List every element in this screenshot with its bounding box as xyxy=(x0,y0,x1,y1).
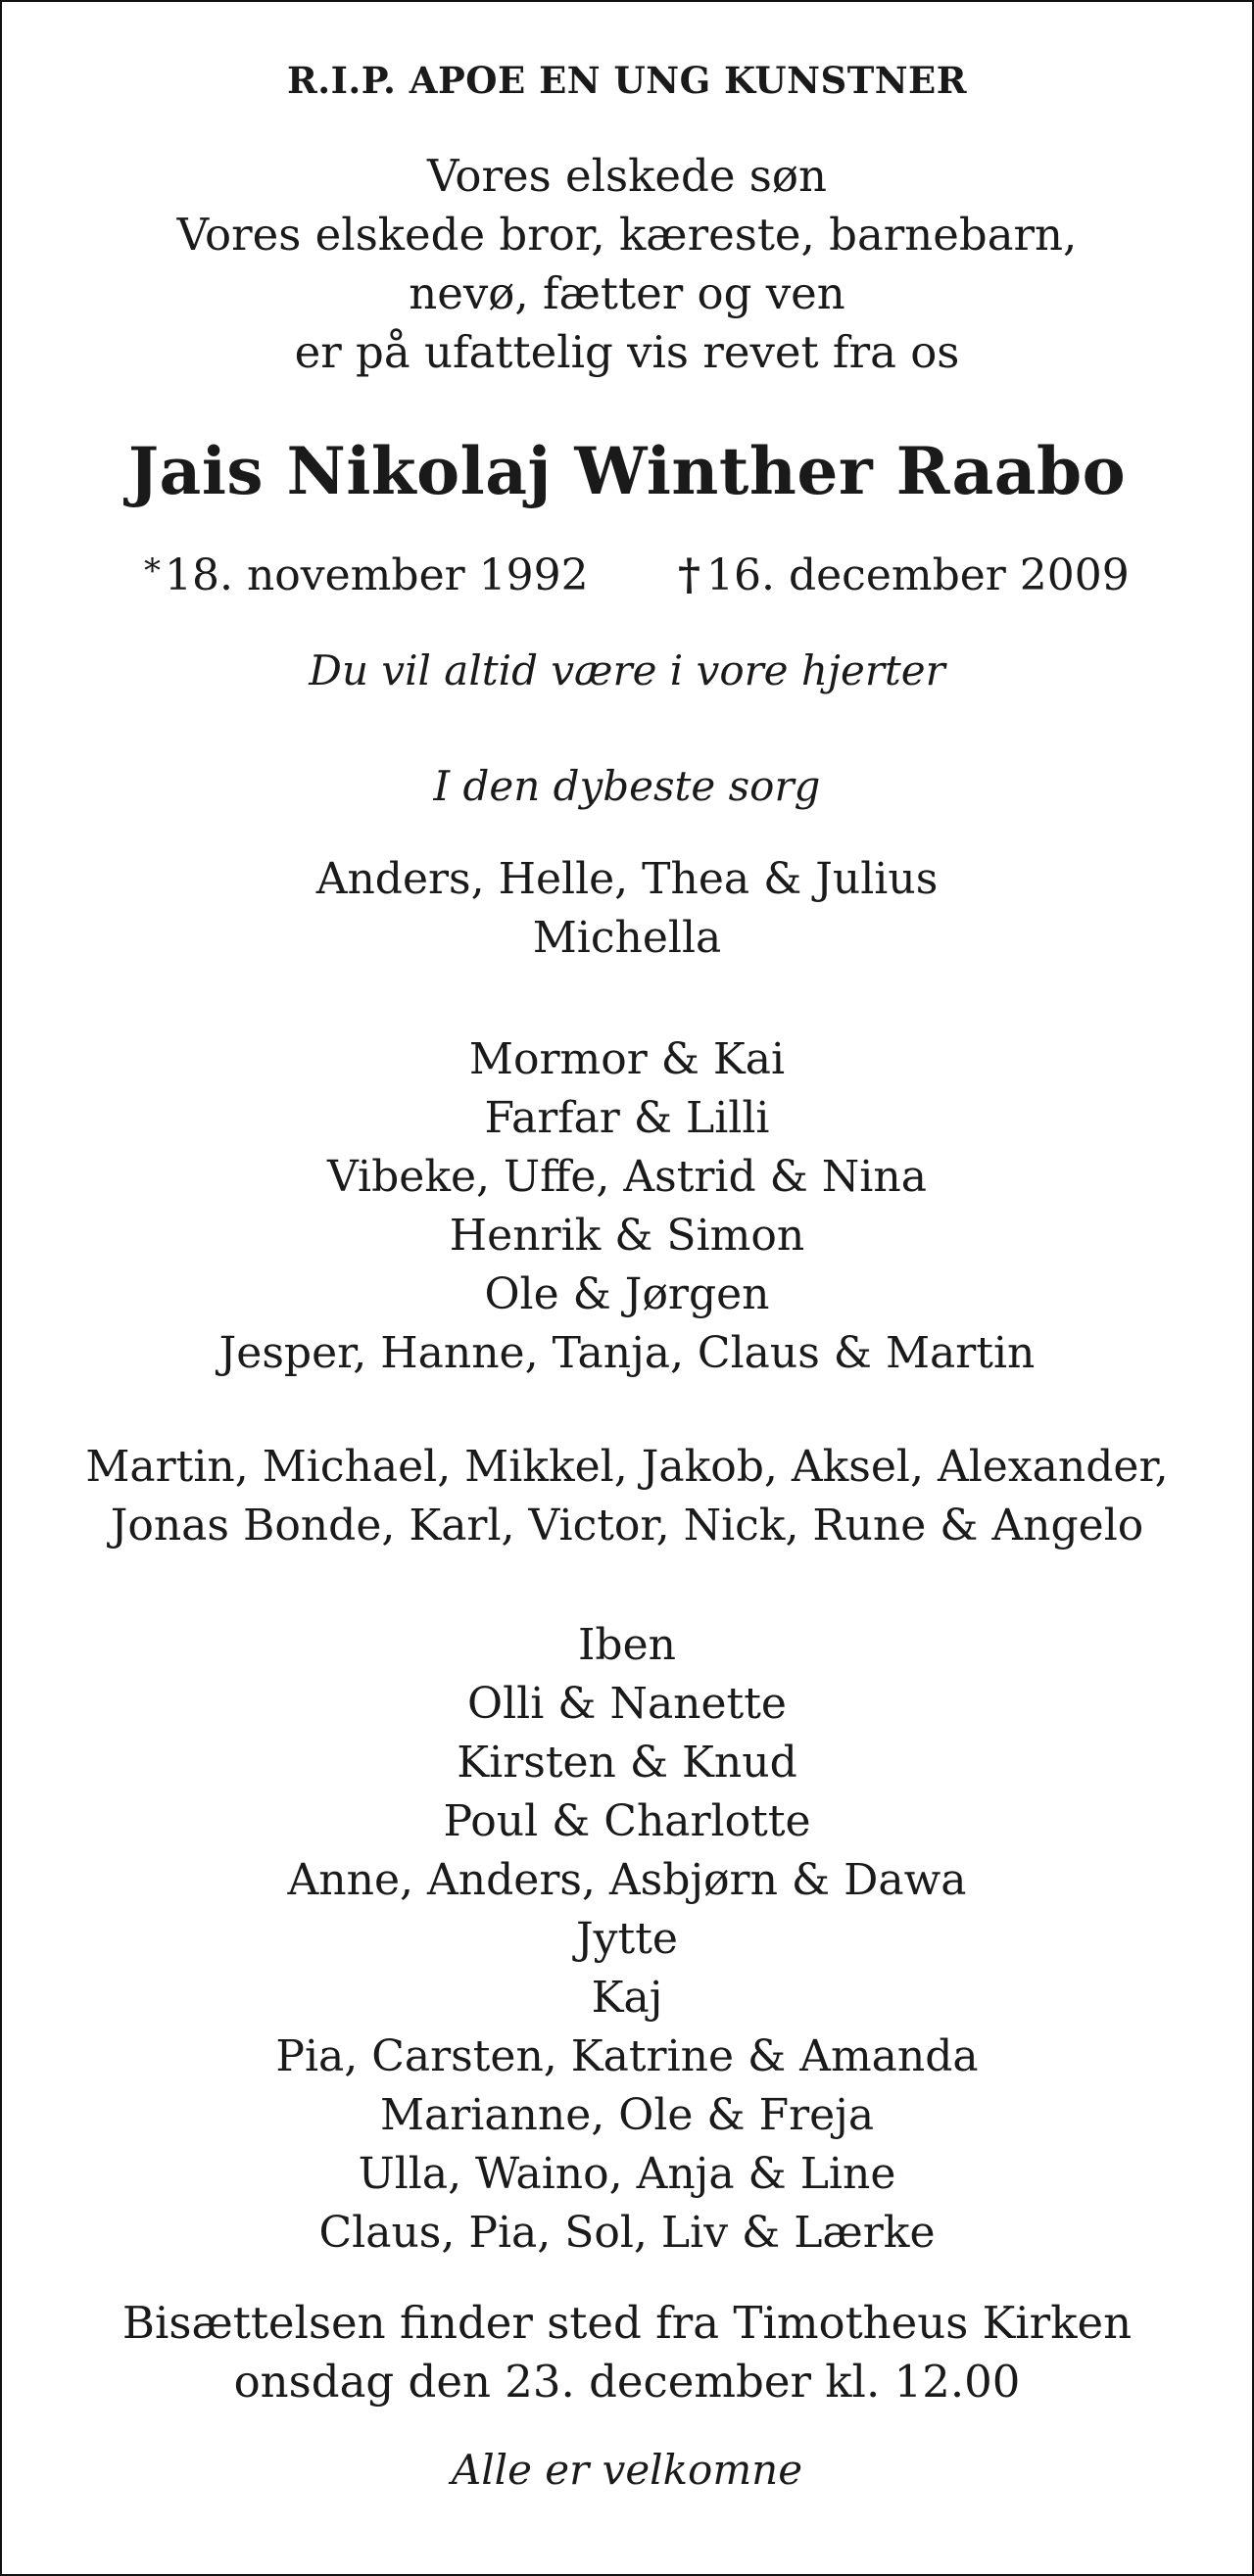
welcome-line: Alle er velkomne xyxy=(451,2446,803,2494)
life-dates xyxy=(2,550,1252,609)
mourners-group-2 xyxy=(2,1030,1252,1383)
funeral-line: Bisættelsen finder sted fra Timotheus Kirken xyxy=(121,2297,1133,2349)
mourner-line: Mormor & Kai xyxy=(468,1034,786,1084)
mourner-line: Anders, Helle, Thea & Julius xyxy=(315,854,939,904)
birth-star-icon: * xyxy=(144,551,161,591)
mourner-line: Jesper, Hanne, Tanja, Claus & Martin xyxy=(218,1328,1036,1378)
funeral-info xyxy=(2,2294,1252,2411)
mourners-group-4 xyxy=(2,1616,1252,2263)
deceased-name: Jais Nikolaj Winther Raabo xyxy=(127,433,1127,509)
mourner-line: Vibeke, Uffe, Astrid & Nina xyxy=(327,1152,927,1202)
mourner-line: Kirsten & Knud xyxy=(457,1738,797,1788)
funeral-line: onsdag den 23. december kl. 12.00 xyxy=(233,2356,1021,2408)
motto: Du vil altid være i vore hjerter xyxy=(309,646,945,694)
intro-line: er på ufattelig vis revet fra os xyxy=(294,326,960,378)
mourners-group-1 xyxy=(2,850,1252,968)
mourner-line: Ole & Jørgen xyxy=(484,1269,770,1319)
notice-heading: R.I.P. APOE EN UNG KUNSTNER xyxy=(286,59,968,102)
intro-line: Vores elskede bror, kæreste, barnebarn, xyxy=(176,209,1078,261)
birth-date-text: 18. november 1992 xyxy=(165,550,589,600)
death-cross-icon: † xyxy=(678,550,701,600)
intro-line: Vores elskede søn xyxy=(427,150,827,202)
mourner-line: Poul & Charlotte xyxy=(443,1796,811,1846)
mourner-line: Anne, Anders, Asbjørn & Dawa xyxy=(287,1855,967,1905)
mourner-line: Jonas Bonde, Karl, Victor, Nick, Rune & Angelo xyxy=(110,1501,1144,1550)
mourner-line: Pia, Carsten, Katrine & Amanda xyxy=(275,2031,979,2081)
mourner-line: Claus, Pia, Sol, Liv & Lærke xyxy=(318,2208,936,2258)
intro-text xyxy=(2,147,1252,382)
mourner-line: Martin, Michael, Mikkel, Jakob, Aksel, Alexander, xyxy=(85,1442,1169,1492)
mourner-line: Henrik & Simon xyxy=(449,1211,805,1261)
mourner-line: Marianne, Ole & Freja xyxy=(379,2090,875,2140)
death-date-text: 16. december 2009 xyxy=(706,550,1130,600)
mourner-line: Farfar & Lilli xyxy=(484,1093,770,1143)
sorrow-line: I den dybeste sorg xyxy=(433,762,821,810)
mourner-line: Jytte xyxy=(576,1914,678,1964)
mourner-line: Iben xyxy=(578,1620,676,1670)
mourner-line: Kaj xyxy=(591,1973,663,2023)
intro-line: nevø, fætter og ven xyxy=(409,267,845,319)
mourner-line: Ulla, Waino, Anja & Line xyxy=(358,2149,896,2199)
birth-date xyxy=(144,550,589,600)
mourner-line: Michella xyxy=(532,913,722,963)
mourner-line: Olli & Nanette xyxy=(467,1679,787,1729)
death-date xyxy=(678,550,1130,600)
mourners-group-3 xyxy=(2,1438,1252,1555)
